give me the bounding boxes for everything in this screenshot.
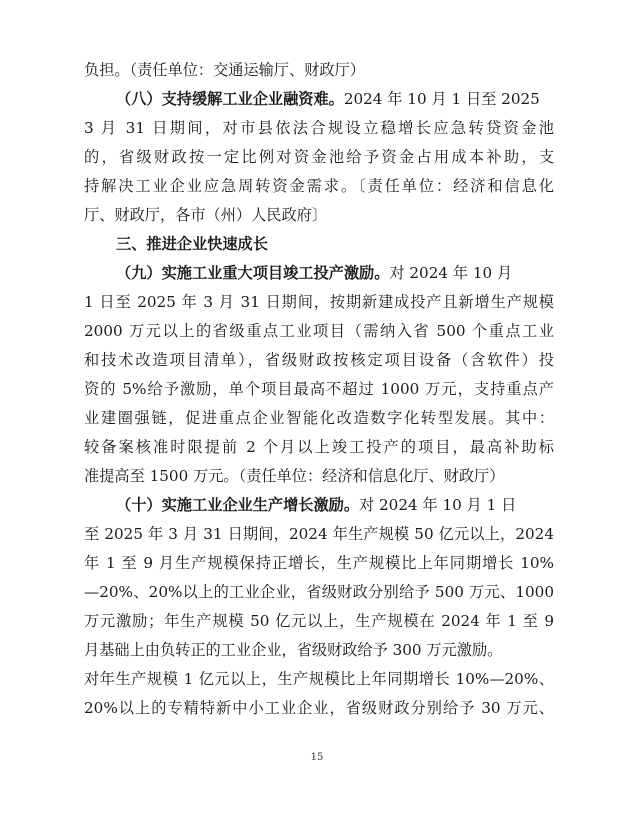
- section-heading: 三、推进企业快速成长: [116, 235, 268, 253]
- document-body: [84, 56, 554, 723]
- paragraph-8-first-line: [84, 85, 554, 114]
- text-line: 对年生产规模 1 亿元以上，生产规模比上年同期增长 10%—20%、: [84, 670, 554, 688]
- text-line: 较备案核准时限提前 2 个月以上竣工投产的项目，最高补助标: [84, 438, 554, 456]
- page-number: 15: [310, 752, 324, 763]
- paragraph-9-title: （九）实施工业重大项目竣工投产激励。: [116, 264, 390, 282]
- text-line: 月基础上由负转正的工业企业，省级财政给予 300 万元激励。: [84, 641, 503, 659]
- text-line: 负担。（责任单位：交通运输厅、财政厅）: [84, 61, 365, 79]
- paragraph-8-text: 2024 年 10 月 1 日至 2025: [343, 90, 540, 108]
- text-line: —20%、20%以上的工业企业，省级财政分别给予 500 万元、1000: [84, 583, 554, 601]
- text-line: 2000 万元以上的省级重点工业项目（需纳入省 500 个重点工业: [84, 322, 554, 340]
- text-line: 持解决工业企业应急周转资金需求。〔责任单位：经济和信息化: [84, 177, 554, 195]
- paragraph-10-title: （十）实施工业企业生产增长激励。: [116, 496, 359, 514]
- text-line: 资的 5%给予激励，单个项目最高不超过 1000 万元，支持重点产: [84, 380, 554, 398]
- text-line: 20%以上的专精特新中小工业企业，省级财政分别给予 30 万元、: [84, 699, 554, 717]
- text-line: 厅、财政厅，各市（州）人民政府〕: [84, 206, 327, 224]
- text-line: 和技术改造项目清单），省级财政按核定项目设备（含软件）投: [84, 351, 554, 369]
- paragraph-10-text: 对 2024 年 10 月 1 日: [359, 496, 517, 514]
- paragraph-8-title: （八）支持缓解工业企业融资难。: [116, 90, 344, 108]
- text-line: 3 月 31 日期间，对市县依法合规设立稳增长应急转贷资金池: [84, 119, 554, 137]
- paragraph-10-first-line: [84, 491, 554, 520]
- text-line: 的，省级财政按一定比例对资金池给予资金占用成本补助，支: [84, 148, 554, 166]
- text-line: 万元激励；年生产规模 50 亿元以上，生产规模在 2024 年 1 至 9: [84, 612, 554, 630]
- text-line: 1 日至 2025 年 3 月 31 日期间，按期新建成投产且新增生产规模: [84, 293, 554, 311]
- paragraph-9-text: 对 2024 年 10 月: [389, 264, 513, 282]
- text-line: 年 1 至 9 月生产规模保持正增长，生产规模比上年同期增长 10%: [84, 554, 554, 572]
- text-line: 业建圈强链，促进重点企业智能化改造数字化转型发展。其中：: [84, 409, 554, 427]
- text-line: 至 2025 年 3 月 31 日期间，2024 年生产规模 50 亿元以上，2024: [84, 525, 554, 543]
- text-line: 准提高至 1500 万元。（责任单位：经济和信息化厅、财政厅）: [84, 467, 505, 485]
- paragraph-9-first-line: [84, 259, 554, 288]
